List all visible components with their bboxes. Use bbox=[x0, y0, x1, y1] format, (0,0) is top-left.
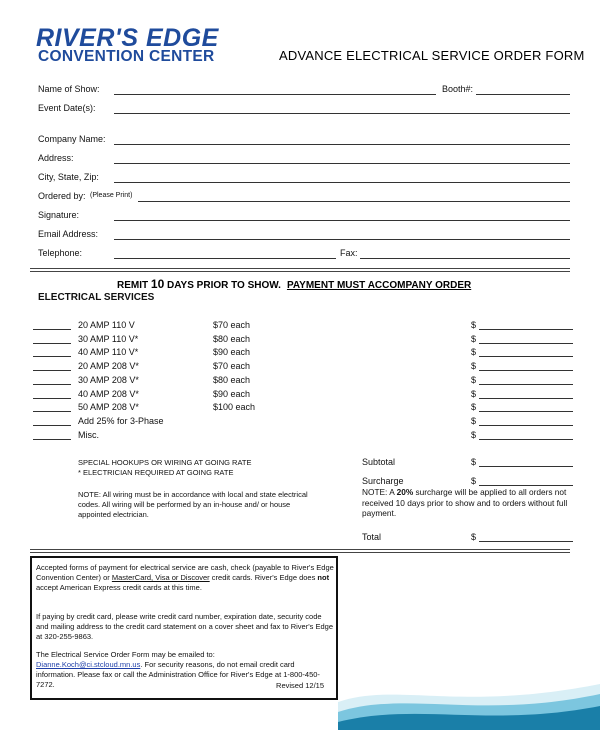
company-name-input[interactable] bbox=[114, 144, 570, 145]
amount-input[interactable] bbox=[479, 411, 573, 412]
wiring-note bbox=[78, 490, 313, 520]
subtotal-label: Subtotal bbox=[362, 457, 396, 467]
payment-methods-paragraph bbox=[36, 563, 334, 593]
event-dates-input[interactable] bbox=[114, 113, 570, 114]
service-row bbox=[33, 416, 573, 430]
form-title: ADVANCE ELECTRICAL SERVICE ORDER FORM bbox=[279, 48, 585, 63]
dollar-sign: $ bbox=[471, 333, 477, 344]
surcharge-label: Surcharge bbox=[362, 476, 404, 486]
electrician-required-note: * ELECTRICIAN REQUIRED AT GOING RATE bbox=[78, 468, 234, 477]
dollar-sign: $ bbox=[471, 415, 477, 426]
payment-text-a: Accepted forms of payment for electrical service are cash, check (payable to River's Edge Convention Center) or bbox=[36, 563, 334, 582]
not-emphasis: not bbox=[317, 573, 330, 582]
surcharge-input[interactable] bbox=[479, 485, 573, 486]
telephone-input[interactable] bbox=[114, 258, 336, 259]
dollar-sign: $ bbox=[471, 388, 477, 399]
divider-bottom bbox=[30, 271, 570, 272]
service-label: 30 AMP 208 V* bbox=[78, 374, 139, 385]
quantity-input[interactable] bbox=[33, 356, 71, 357]
amount-input[interactable] bbox=[479, 384, 573, 385]
electrical-services-heading: ELECTRICAL SERVICES bbox=[38, 292, 155, 303]
quantity-input[interactable] bbox=[33, 384, 71, 385]
fax-label: Fax: bbox=[340, 248, 358, 258]
logo-line1: RIVER'S EDGE bbox=[36, 24, 219, 52]
accepted-cards: MasterCard, Visa or Discover bbox=[111, 573, 210, 582]
booth-input[interactable] bbox=[476, 94, 570, 95]
name-of-show-input[interactable] bbox=[114, 94, 436, 95]
decorative-wave bbox=[338, 672, 600, 730]
email-security-text: . For security reasons, do not email credit card information. Please fax or call the Administration Office for River's Edge at 1-800-450-7272. bbox=[36, 660, 320, 689]
service-row bbox=[33, 347, 573, 361]
service-label: 50 AMP 208 V* bbox=[78, 402, 139, 413]
payment-text-b: credit cards. River's Edge does bbox=[209, 573, 318, 582]
quantity-input[interactable] bbox=[33, 398, 71, 399]
remit-notice bbox=[117, 277, 471, 291]
amount-input[interactable] bbox=[479, 356, 573, 357]
service-label: 30 AMP 110 V* bbox=[78, 333, 139, 344]
dollar-sign: $ bbox=[471, 320, 477, 330]
signature-label: Signature: bbox=[38, 210, 80, 220]
email-label: Email Address: bbox=[38, 229, 99, 239]
quantity-input[interactable] bbox=[33, 329, 71, 330]
event-dates-label: Event Date(s): bbox=[38, 103, 96, 113]
amount-input[interactable] bbox=[479, 370, 573, 371]
service-label: 40 AMP 110 V* bbox=[78, 347, 139, 358]
remit-days: 10 bbox=[150, 277, 165, 291]
dollar-sign: $ bbox=[471, 374, 477, 385]
bottom-divider-bottom bbox=[30, 552, 570, 553]
please-print-hint: (Please Print) bbox=[90, 192, 133, 199]
service-price: $70 each bbox=[213, 361, 251, 372]
remit-part2: DAYS PRIOR TO SHOW. bbox=[164, 280, 281, 291]
surcharge-note bbox=[362, 487, 572, 519]
service-price: $70 each bbox=[213, 320, 251, 330]
service-row bbox=[33, 402, 573, 416]
dollar-sign: $ bbox=[471, 429, 477, 440]
remit-part1: REMIT bbox=[117, 280, 151, 291]
credit-card-paragraph: If paying by credit card, please write credit card number, expiration date, security code and mailing address to the credit card statement on a cover sheet and fax to River's Edge at 320-255-9863. bbox=[36, 612, 334, 641]
surcharge-dollar: $ bbox=[471, 476, 477, 486]
surcharge-percent: 20% bbox=[396, 487, 414, 497]
amount-input[interactable] bbox=[479, 398, 573, 399]
service-label: 40 AMP 208 V* bbox=[78, 388, 139, 399]
surcharge-note-text: surcharge will be applied to all orders not received 10 days prior to show and to orders without full payment. bbox=[362, 487, 568, 518]
amount-input[interactable] bbox=[479, 329, 573, 330]
total-label: Total bbox=[362, 532, 382, 542]
service-label: Add 25% for 3-Phase bbox=[78, 415, 164, 426]
payment-required-notice: PAYMENT MUST ACCOMPANY ORDER bbox=[286, 280, 472, 291]
email-input[interactable] bbox=[114, 239, 570, 240]
city-state-zip-label: City, State, Zip: bbox=[38, 172, 99, 182]
amount-input[interactable] bbox=[479, 425, 573, 426]
service-row bbox=[33, 430, 573, 444]
revised-date: Revised 12/15 bbox=[276, 681, 324, 690]
surcharge-note-prefix: NOTE: A bbox=[362, 487, 397, 497]
payment-info-box bbox=[30, 556, 338, 700]
total-dollar: $ bbox=[471, 532, 477, 542]
city-state-zip-input[interactable] bbox=[114, 182, 570, 183]
name-of-show-label: Name of Show: bbox=[38, 84, 100, 94]
service-row bbox=[33, 334, 573, 348]
service-label: Misc. bbox=[78, 429, 99, 440]
service-row bbox=[33, 375, 573, 389]
total-input[interactable] bbox=[479, 541, 573, 542]
amount-input[interactable] bbox=[479, 439, 573, 440]
special-hookups-note: SPECIAL HOOKUPS OR WIRING AT GOING RATE bbox=[78, 458, 252, 467]
service-price: $90 each bbox=[213, 388, 251, 399]
quantity-input[interactable] bbox=[33, 370, 71, 371]
quantity-input[interactable] bbox=[33, 411, 71, 412]
subtotal-input[interactable] bbox=[479, 466, 573, 467]
amount-input[interactable] bbox=[479, 343, 573, 344]
quantity-input[interactable] bbox=[33, 425, 71, 426]
booth-label: Booth#: bbox=[442, 84, 474, 94]
email-intro: The Electrical Service Order Form may be emailed to: bbox=[36, 650, 215, 659]
contact-email-link[interactable]: Dianne.Koch@ci.stcloud.mn.us bbox=[36, 660, 141, 669]
ordered-by-label: Ordered by: bbox=[38, 191, 86, 201]
service-label: 20 AMP 208 V* bbox=[78, 361, 139, 372]
service-price: $80 each bbox=[213, 374, 251, 385]
service-price: $80 each bbox=[213, 333, 251, 344]
service-row bbox=[33, 320, 573, 334]
address-label: Address: bbox=[38, 153, 74, 163]
logo-line2: CONVENTION CENTER bbox=[38, 48, 215, 65]
dollar-sign: $ bbox=[471, 402, 477, 413]
wiring-note-text: All wiring must be in accordance with local and state electrical codes. All wiring will be performed by an in-house and/ or house appointed electrician. bbox=[78, 490, 308, 519]
payment-text-c: accept American Express credit cards at this time. bbox=[36, 583, 202, 592]
bottom-divider-top bbox=[30, 549, 570, 550]
address-input[interactable] bbox=[114, 163, 570, 164]
wiring-note-prefix: NOTE: bbox=[78, 490, 101, 499]
signature-input[interactable] bbox=[114, 220, 570, 221]
dollar-sign: $ bbox=[471, 347, 477, 358]
dollar-sign: $ bbox=[471, 361, 477, 372]
service-row bbox=[33, 389, 573, 403]
quantity-input[interactable] bbox=[33, 439, 71, 440]
service-label: 20 AMP 110 V bbox=[78, 320, 135, 330]
company-name-label: Company Name: bbox=[38, 134, 106, 144]
fax-input[interactable] bbox=[360, 258, 570, 259]
quantity-input[interactable] bbox=[33, 343, 71, 344]
ordered-by-input[interactable] bbox=[138, 201, 570, 202]
service-price: $90 each bbox=[213, 347, 251, 358]
divider-top bbox=[30, 268, 570, 269]
telephone-label: Telephone: bbox=[38, 248, 83, 258]
service-price: $100 each bbox=[213, 402, 256, 413]
service-row bbox=[33, 361, 573, 375]
subtotal-dollar: $ bbox=[471, 457, 477, 467]
